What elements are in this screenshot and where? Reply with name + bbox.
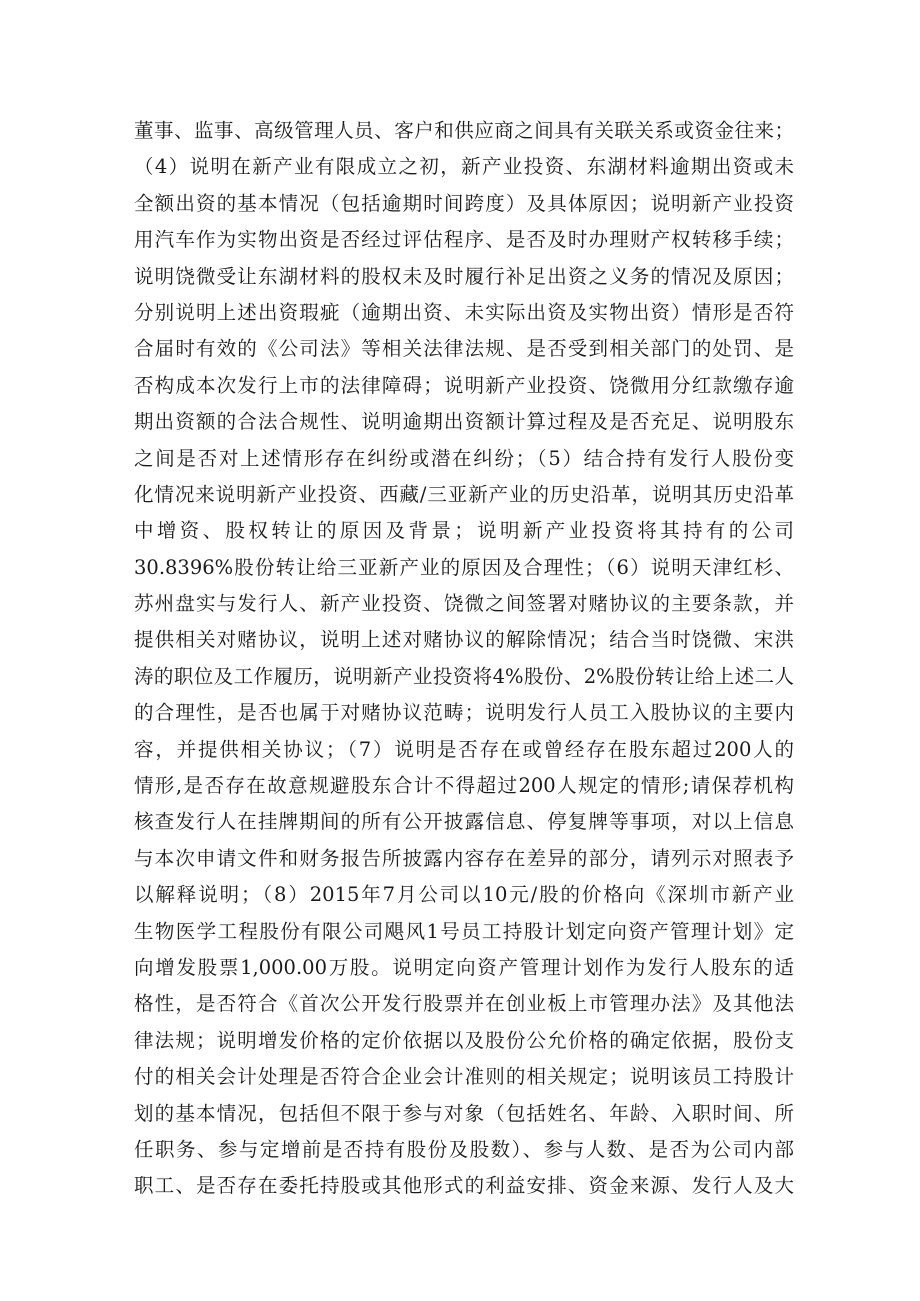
text-line: 全额出资的基本情况（包括逾期时间跨度）及具体原因；说明新产业投资 <box>134 191 794 215</box>
text-line: 格性，是否符合《首次公开发行股票并在创业板上市管理办法》及其他法 <box>134 992 794 1016</box>
text-line: 以解释说明；（8）2015年7月公司以10元/股的价格向《深圳市新产业 <box>134 883 794 907</box>
text-line: 30.8396%股份转让给三亚新产业的原因及合理性；（6）说明天津红杉、 <box>134 555 794 579</box>
text-line: 中增资、股权转让的原因及背景；说明新产业投资将其持有的公司 <box>134 519 794 543</box>
body-text <box>134 113 794 1205</box>
text-line: 生物医学工程股份有限公司飓风1号员工持股计划定向资产管理计划》定 <box>134 919 794 943</box>
text-line: 期出资额的合法合规性、说明逾期出资额计算过程及是否充足、说明股东 <box>134 410 794 434</box>
text-line: 律法规；说明增发价格的定价依据以及股份公允价格的确定依据，股份支 <box>134 1028 794 1052</box>
text-line: 否构成本次发行上市的法律障碍；说明新产业投资、饶微用分红款缴存逾 <box>134 373 794 397</box>
text-line: 苏州盘实与发行人、新产业投资、饶微之间签署对赌协议的主要条款，并 <box>134 592 794 616</box>
text-line: 职工、是否存在委托持股或其他形式的利益安排、资金来源、发行人及大 <box>134 1174 794 1198</box>
text-line: 董事、监事、高级管理人员、客户和供应商之间具有关联关系或资金往来； <box>134 119 794 142</box>
text-line: 化情况来说明新产业投资、西藏/三亚新产业的历史沿革，说明其历史沿革 <box>134 482 794 506</box>
text-line: 任职务、参与定增前是否持有股份及股数）、参与人数、是否为公司内部 <box>134 1137 794 1161</box>
text-line: 用汽车作为实物出资是否经过评估程序、是否及时办理财产权转移手续； <box>134 228 794 252</box>
text-line: 提供相关对赌协议，说明上述对赌协议的解除情况；结合当时饶微、宋洪 <box>134 628 794 652</box>
text-line: 的合理性，是否也属于对赌协议范畴；说明发行人员工入股协议的主要内 <box>134 701 794 725</box>
text-line: 核查发行人在挂牌期间的所有公开披露信息、停复牌等事项，对以上信息 <box>134 810 794 834</box>
text-line: 付的相关会计处理是否符合企业会计准则的相关规定；说明该员工持股计 <box>134 1065 794 1089</box>
text-line: 之间是否对上述情形存在纠纷或潜在纠纷；（5）结合持有发行人股份变 <box>134 446 794 470</box>
text-line: 划的基本情况，包括但不限于参与对象（包括姓名、年龄、入职时间、所 <box>134 1101 794 1125</box>
text-line: 说明饶微受让东湖材料的股权未及时履行补足出资之义务的情况及原因； <box>134 264 794 288</box>
text-line: 合届时有效的《公司法》等相关法律法规、是否受到相关部门的处罚、是 <box>134 337 794 361</box>
text-line: 容，并提供相关协议；（7）说明是否存在或曾经存在股东超过200人的 <box>134 737 794 761</box>
text-line: 涛的职位及工作履历，说明新产业投资将4%股份、2%股份转让给上述二人 <box>134 664 794 688</box>
text-line: 分别说明上述出资瑕疵（逾期出资、未实际出资及实物出资）情形是否符 <box>134 300 794 324</box>
text-line: 情形,是否存在故意规避股东合计不得超过200人规定的情形;请保荐机构 <box>134 774 794 798</box>
text-line: 向增发股票1,000.00万股。说明定向资产管理计划作为发行人股东的适 <box>134 955 794 979</box>
text-line: 与本次申请文件和财务报告所披露内容存在差异的部分，请列示对照表予 <box>134 846 794 870</box>
text-line: （4）说明在新产业有限成立之初，新产业投资、东湖材料逾期出资或未 <box>134 155 794 179</box>
